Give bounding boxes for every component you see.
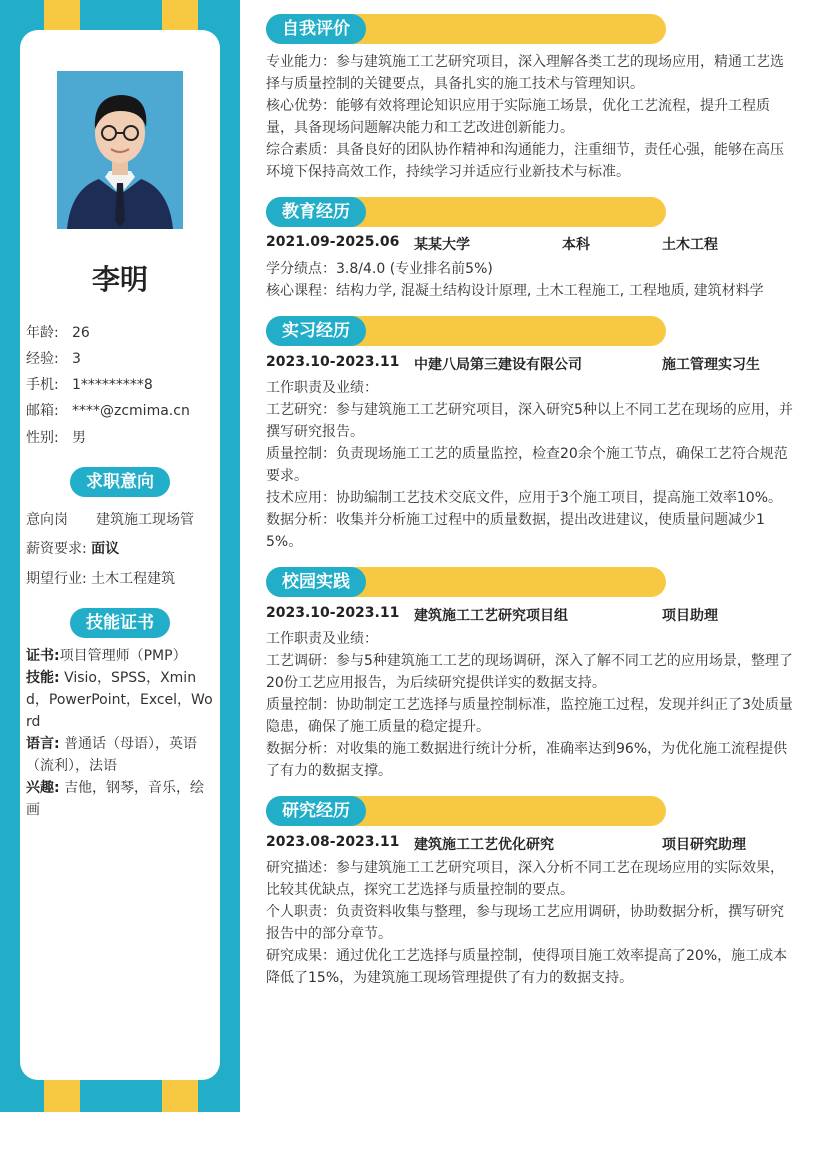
education-gpa: 学分绩点：3.8/4.0 (专业排名前5%) bbox=[266, 261, 493, 277]
research-org: 建筑施工工艺优化研究 bbox=[414, 837, 554, 853]
education-date: 2021.09-2025.06 bbox=[266, 234, 400, 250]
skills-lang bbox=[26, 733, 214, 777]
internship-role: 施工管理实习生 bbox=[662, 357, 760, 373]
info-value: 26 bbox=[72, 325, 90, 341]
skills-hobby-value: 吉他，钢琴，音乐，绘画 bbox=[26, 780, 205, 818]
top-stripe-1 bbox=[44, 0, 80, 30]
section-title: 研究经历 bbox=[266, 796, 366, 826]
self-eval-p3: 综合素质：具备良好的团队协作精神和沟通能力，注重细节，责任心强，能够在高压环境下保持高效工作，持续学习并适应行业新技术与标准。 bbox=[266, 142, 784, 180]
skills-hobby bbox=[26, 777, 214, 821]
internship-line: 技术应用：协助编制工艺技术交底文件，应用于3个施工项目，提高施工效率10%。 bbox=[266, 490, 783, 506]
avatar bbox=[57, 71, 183, 229]
internship-line: 工艺研究：参与建筑施工工艺研究项目，深入研究5种以上不同工艺在现场的应用，并撰写研究报告。 bbox=[266, 402, 793, 440]
info-value: 1*********8 bbox=[72, 377, 153, 393]
skills-lang-value: 普通话（母语），英语（流利），法语 bbox=[26, 736, 198, 774]
info-age bbox=[26, 322, 90, 342]
skills-lang-label: 语言: bbox=[26, 736, 60, 752]
skills-skill-label: 技能: bbox=[26, 670, 60, 686]
info-experience bbox=[26, 348, 81, 368]
intent-industry-value: 土木工程建筑 bbox=[91, 571, 176, 587]
bottom-stripe-1 bbox=[44, 1080, 80, 1112]
research-line: 研究成果：通过优化工艺选择与质量控制，使得项目施工效率提高了20%，施工成本降低了15%，为建筑施工现场管理提供了有力的数据支持。 bbox=[266, 948, 788, 986]
campus-line: 数据分析：对收集的施工数据进行统计分析，准确率达到96%，为优化施工流程提供了有力的数据支撑。 bbox=[266, 741, 788, 779]
skills-cert bbox=[26, 645, 214, 667]
top-stripe-2 bbox=[162, 0, 198, 30]
info-value: 3 bbox=[72, 351, 81, 367]
bottom-stripe-2 bbox=[162, 1080, 198, 1112]
campus-role: 项目助理 bbox=[662, 608, 718, 624]
campus-org: 建筑施工工艺研究项目组 bbox=[414, 608, 568, 624]
section-title: 实习经历 bbox=[266, 316, 366, 346]
campus-body bbox=[266, 628, 796, 782]
intent-industry-label: 期望行业: bbox=[26, 571, 87, 587]
info-label: 年龄: bbox=[26, 325, 59, 341]
skills-hobby-label: 兴趣: bbox=[26, 780, 60, 796]
section-self-eval bbox=[266, 14, 666, 44]
campus-line: 工作职责及业绩： bbox=[266, 631, 378, 647]
skills-block bbox=[26, 645, 214, 821]
intent-industry bbox=[26, 568, 214, 590]
internship-line: 工作职责及业绩： bbox=[266, 380, 378, 396]
internship-line: 数据分析：收集并分析施工过程中的质量数据，提出改进建议，使质量问题减少15%。 bbox=[266, 512, 765, 550]
research-line: 研究描述：参与建筑施工工艺研究项目，深入分析不同工艺在现场应用的实际效果，比较其优缺点，探究工艺选择与质量控制的要点。 bbox=[266, 860, 784, 898]
skills-heading: 技能证书 bbox=[70, 608, 170, 638]
internship-org: 中建八局第三建设有限公司 bbox=[414, 357, 582, 373]
research-header-row bbox=[266, 834, 796, 856]
section-internship bbox=[266, 316, 666, 346]
skills-skill-value: Visio，SPSS，Xmind，PowerPoint，Excel，Word bbox=[26, 670, 213, 730]
education-body bbox=[266, 258, 796, 302]
education-courses: 核心课程：结构力学, 混凝土结构设计原理, 土木工程施工, 工程地质, 建筑材料学 bbox=[266, 283, 764, 299]
self-eval-body bbox=[266, 51, 796, 183]
self-eval-p2: 核心优势：能够有效将理论知识应用于实际施工场景，优化工艺流程，提升工程质量，具备现场问题解决能力和工艺改进创新能力。 bbox=[266, 98, 770, 136]
research-role: 项目研究助理 bbox=[662, 837, 746, 853]
info-label: 性别: bbox=[26, 430, 59, 446]
info-phone bbox=[26, 374, 153, 394]
education-school: 某某大学 bbox=[414, 237, 470, 253]
research-line: 个人职责：负责资料收集与整理，参与现场工艺应用调研，协助数据分析，撰写研究报告中的部分章节。 bbox=[266, 904, 784, 942]
intent-salary-label: 薪资要求: bbox=[26, 541, 87, 557]
intent-heading: 求职意向 bbox=[70, 467, 170, 497]
skills-skill bbox=[26, 667, 214, 733]
section-education bbox=[266, 197, 666, 227]
section-campus bbox=[266, 567, 666, 597]
education-header-row bbox=[266, 234, 796, 256]
section-title: 自我评价 bbox=[266, 14, 366, 44]
person-name: 李明 bbox=[91, 263, 148, 296]
internship-date: 2023.10-2023.11 bbox=[266, 354, 400, 370]
campus-line: 工艺调研：参与5种建筑施工工艺的现场调研，深入了解不同工艺的应用场景，整理了20份工艺应用报告，为后续研究提供详实的数据支持。 bbox=[266, 653, 793, 691]
info-gender bbox=[26, 427, 86, 447]
info-label: 邮箱: bbox=[26, 403, 59, 419]
section-title: 教育经历 bbox=[266, 197, 366, 227]
intent-position bbox=[26, 509, 214, 531]
research-date: 2023.08-2023.11 bbox=[266, 834, 400, 850]
campus-header-row bbox=[266, 605, 796, 627]
section-research bbox=[266, 796, 666, 826]
info-value: ****@zcmima.cn bbox=[72, 403, 190, 419]
education-degree: 本科 bbox=[562, 237, 590, 253]
research-body bbox=[266, 857, 796, 989]
info-email bbox=[26, 400, 190, 420]
internship-header-row bbox=[266, 354, 796, 376]
info-value: 男 bbox=[72, 430, 86, 446]
campus-date: 2023.10-2023.11 bbox=[266, 605, 400, 621]
intent-position-value: 建筑施工现场管 bbox=[96, 512, 194, 528]
internship-body bbox=[266, 377, 796, 553]
intent-position-label: 意向岗 bbox=[26, 512, 68, 528]
intent-salary bbox=[26, 538, 214, 560]
skills-cert-value: 项目管理师（PMP） bbox=[59, 648, 187, 664]
campus-line: 质量控制：协助制定工艺选择与质量控制标准，监控施工过程，发现并纠正了3处质量隐患，确保了施工质量的稳定提升。 bbox=[266, 697, 793, 735]
education-major: 土木工程 bbox=[662, 237, 718, 253]
info-label: 经验: bbox=[26, 351, 59, 367]
info-label: 手机: bbox=[26, 377, 59, 393]
section-title: 校园实践 bbox=[266, 567, 366, 597]
intent-salary-value: 面议 bbox=[91, 541, 120, 557]
skills-cert-label: 证书: bbox=[26, 648, 60, 664]
internship-line: 质量控制：负责现场施工工艺的质量监控，检查20余个施工节点，确保工艺符合规范要求。 bbox=[266, 446, 788, 484]
self-eval-p1: 专业能力：参与建筑施工工艺研究项目，深入理解各类工艺的现场应用，精通工艺选择与质量控制的关键要点，具备扎实的施工技术与管理知识。 bbox=[266, 54, 784, 92]
